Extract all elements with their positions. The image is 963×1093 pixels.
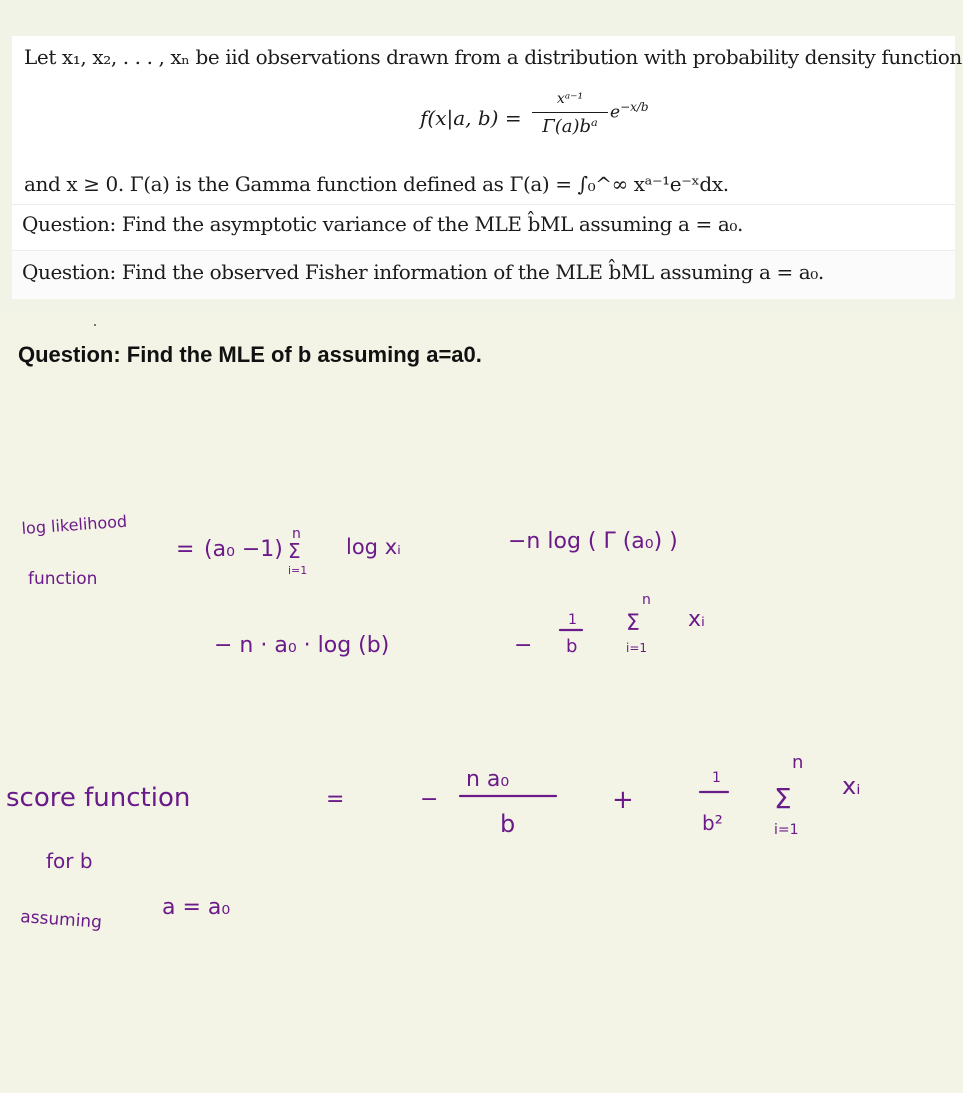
hw-sum3-symbol: Σ — [774, 782, 792, 815]
hw-log-likelihood-label: log likelihood — [20, 511, 128, 538]
hw-frac4-den: b — [500, 810, 516, 838]
main-question: Question: Find the MLE of b assuming a=a0. — [18, 342, 482, 367]
hw-sum2-symbol: Σ — [626, 611, 640, 636]
gamma-definition: and x ≥ 0. Γ(a) is the Gamma function defined as Γ(a) = ∫₀^∞ xᵃ⁻¹e⁻ˣdx. — [24, 172, 729, 196]
hw-term-n-a0-log-b: − n · a₀ · log (b) — [214, 633, 390, 658]
pdf-denominator: Γ(a)bᵃ — [542, 116, 598, 137]
hw-frac3-den: b — [566, 636, 578, 657]
pdf-numerator: xᵃ⁻¹ — [556, 91, 584, 107]
hw-sum3-bottom: i=1 — [774, 822, 799, 838]
hw-term-a0-minus-1: (a₀ −1) — [204, 537, 283, 562]
pdf-lhs: f(x|a, b) = — [420, 106, 522, 130]
pdf-exp-power: −x/b — [620, 100, 649, 114]
question-asymptotic-variance: Question: Find the asymptotic variance of the MLE b̂ML assuming a = a₀. — [22, 212, 743, 236]
hw-equals-2: = — [326, 787, 345, 812]
hw-for-b-label: for b — [46, 849, 93, 873]
hw-sum2-top: n — [642, 592, 651, 608]
hw-minus-3: − — [514, 633, 533, 658]
hw-score-function-label: score function — [6, 783, 191, 813]
hw-sum1-symbol: Σ — [288, 539, 301, 563]
hw-function-label: function — [28, 569, 98, 589]
hw-frac5-num: 1 — [712, 770, 721, 786]
hw-xi-2: xᵢ — [688, 607, 705, 632]
problem-intro: Let x₁, x₂, . . . , xₙ be iid observations drawn from a distribution with probability density function — [24, 45, 962, 69]
question-fisher-information: Question: Find the observed Fisher information of the MLE b̂ML assuming a = a₀. — [22, 260, 824, 284]
hw-assuming-label: assuming — [19, 907, 103, 933]
hw-xi-4: xᵢ — [842, 772, 861, 800]
hw-log-xi: log xᵢ — [346, 535, 401, 559]
hw-frac3-num: 1 — [568, 612, 577, 628]
hw-term-log-gamma: −n log ( Γ (a₀) ) — [508, 529, 678, 554]
pdf-exp-base: e — [610, 102, 621, 123]
hw-frac4-num: n a₀ — [466, 767, 510, 792]
hw-plus-4: + — [612, 785, 634, 815]
hw-sum3-top: n — [792, 752, 804, 773]
hw-equals-1: = — [176, 537, 195, 562]
hw-frac5-den: b² — [702, 811, 723, 835]
hw-sum2-bottom: i=1 — [626, 641, 648, 655]
hw-minus-4: − — [420, 787, 439, 812]
hw-sum1-bottom: i=1 — [288, 564, 308, 577]
hw-sum1-top: n — [292, 526, 301, 542]
hw-assuming-value: a = a₀ — [162, 895, 231, 920]
